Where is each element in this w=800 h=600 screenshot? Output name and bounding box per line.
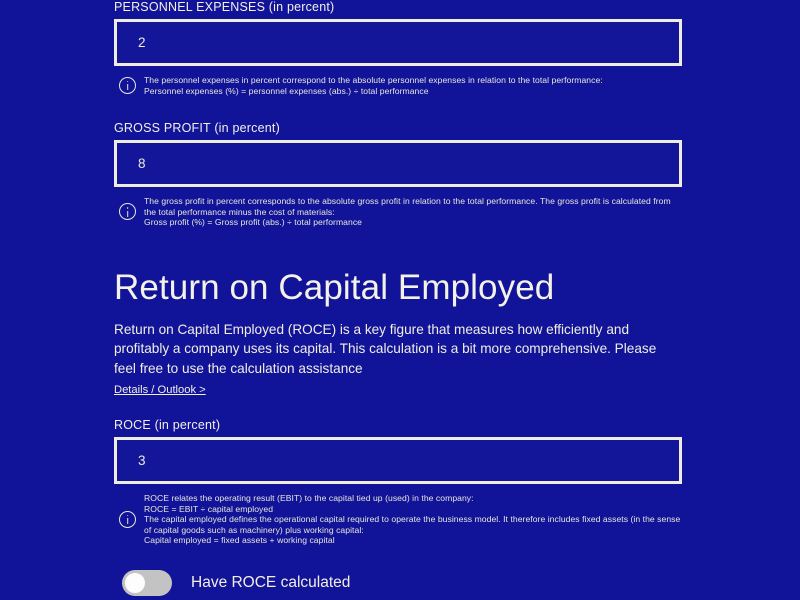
info-line: Personnel expenses (%) = personnel expenses (abs.) ÷ total performance (144, 85, 429, 96)
info-text-personnel-expenses (144, 75, 684, 96)
info-line: The gross profit in percent corresponds to the absolute gross profit in relation to the total performance. The gross profit is calculated from the total performance minus the cost of materials: (144, 196, 671, 217)
label-gross-profit-sub: (in percent) (214, 121, 280, 135)
label-personnel-expenses (114, 0, 684, 15)
details-outlook-link[interactable]: Details / Outlook > (114, 384, 206, 396)
info-text-roce (144, 493, 684, 546)
info-line: Capital employed = fixed assets + working capital (144, 535, 335, 546)
field-group-gross-profit (114, 121, 684, 228)
info-circle-icon (119, 77, 136, 94)
info-text-gross-profit (144, 196, 684, 228)
info-line: The capital employed defines the operational capital required to operate the business model. It therefore includes fixed assets (in the sense of capital goods such as machinery) plus working capital: (144, 514, 681, 535)
info-line: Gross profit (%) = Gross profit (abs.) ÷ total performance (144, 217, 362, 228)
label-personnel-expenses-main: PERSONNEL EXPENSES (114, 0, 269, 14)
page-title: Return on Capital Employed (114, 268, 555, 307)
label-roce-main: ROCE (114, 418, 155, 432)
label-roce-sub: (in percent) (154, 418, 221, 432)
info-note-roce (114, 493, 684, 546)
toggle-knob (125, 573, 145, 593)
input-gross-profit[interactable] (114, 140, 682, 187)
info-line: The personnel expenses in percent correspond to the absolute personnel expenses in relation to the total performance: (144, 75, 603, 85)
info-note-personnel-expenses (114, 75, 684, 96)
label-roce (114, 418, 684, 433)
label-personnel-expenses-sub: (in percent) (268, 0, 335, 14)
label-gross-profit (114, 121, 684, 136)
section-description: Return on Capital Employed (ROCE) is a key figure that measures how efficiently and profitably a company uses its capital. This calculation is a bit more comprehensive. Please feel free to use the calculation assistance (114, 322, 657, 376)
info-line: ROCE = EBIT ÷ capital employed (144, 503, 274, 514)
toggle-row-have-roce-calculated (122, 570, 350, 596)
field-group-personnel-expenses (114, 0, 684, 96)
info-circle-icon (119, 511, 136, 528)
label-gross-profit-main: GROSS PROFIT (114, 121, 215, 135)
info-circle-icon (119, 203, 136, 220)
input-personnel-expenses[interactable] (114, 19, 682, 66)
toggle-label-have-roce-calculated: Have ROCE calculated (191, 574, 351, 591)
toggle-have-roce-calculated[interactable] (122, 570, 172, 596)
info-line: ROCE relates the operating result (EBIT) to the capital tied up (used) in the company: (144, 493, 474, 503)
field-group-roce (114, 418, 684, 546)
input-roce[interactable] (114, 437, 682, 484)
info-note-gross-profit (114, 196, 684, 228)
